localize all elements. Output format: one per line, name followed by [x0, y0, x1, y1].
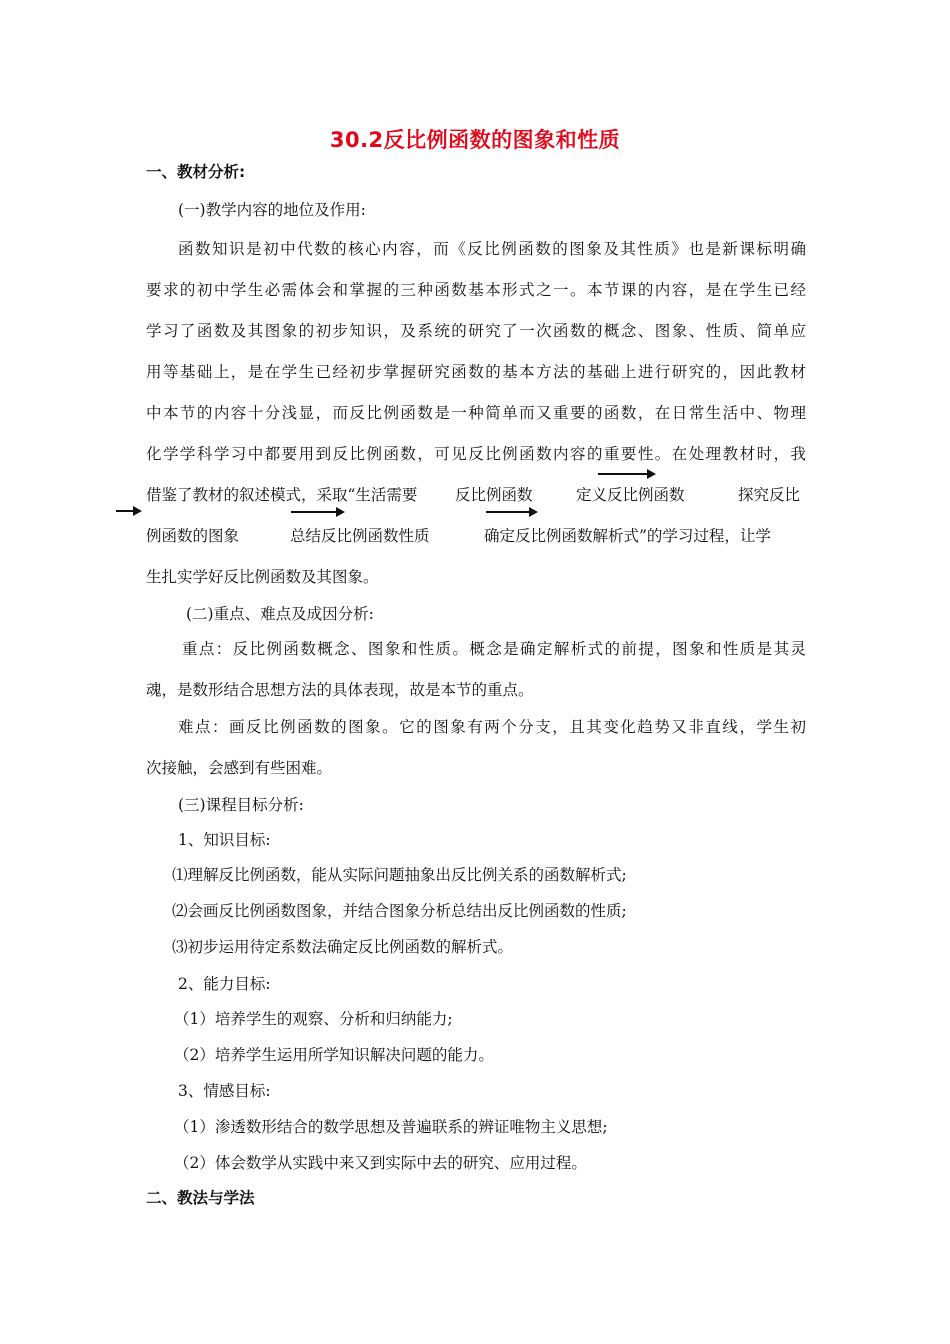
flow-step-define: 定义反比例函数: [576, 486, 685, 504]
difficult-point-line: 难点：画反比例函数的图象。它的图象有两个分支，且其变化趋势又非直线，学生初: [178, 718, 806, 736]
paragraph-line: 生扎实学好反比例函数及其图象。: [146, 568, 379, 586]
emotion-goal-item: （2）体会数学从实践中来又到实际中去的研究、应用过程。: [174, 1154, 587, 1172]
flow-step-graph: 例函数的图象: [146, 527, 240, 545]
key-point-line: 魂，是数形结合思想方法的具体表现，故是本节的重点。: [146, 681, 534, 699]
flow-text-start: 借鉴了教材的叙述模式，采取“生活需要: [146, 486, 418, 504]
paragraph-line: 用等基础上，是在学生已经初步掌握研究函数的基本方法的基础上进行研究的，因此教材: [146, 363, 806, 381]
knowledge-goal-item: ⑴理解反比例函数，能从实际问题抽象出反比例关系的函数解析式;: [172, 866, 627, 884]
subheading-key-difficult: (二)重点、难点及成因分析:: [186, 605, 374, 623]
difficult-point-line: 次接触，会感到有些困难。: [146, 759, 333, 777]
flow-step-determine: 确定反比例函数解析式”的学习过程，让学: [484, 527, 771, 545]
paragraph-line: 函数知识是初中代数的核心内容，而《反比例函数的图象及其性质》也是新课标明确: [178, 240, 806, 258]
section-heading-1: 一、教材分析:: [146, 163, 246, 181]
flow-arrow-icon: [116, 510, 140, 512]
knowledge-goal-title: 1、知识目标:: [178, 831, 271, 849]
flow-step-explore: 探究反比: [738, 486, 801, 504]
ability-goal-item: （1）培养学生的观察、分析和归纳能力;: [174, 1010, 453, 1028]
paragraph-line: 要求的初中学生必需体会和掌握的三种函数基本形式之一。本节课的内容，是在学生已经: [146, 281, 806, 299]
emotion-goal-item: （1）渗透数形结合的数学思想及普遍联系的辨证唯物主义思想;: [174, 1118, 608, 1136]
key-point-line: 重点：反比例函数概念、图象和性质。概念是确定解析式的前提，图象和性质是其灵: [182, 640, 806, 658]
ability-goal-item: （2）培养学生运用所学知识解决问题的能力。: [174, 1046, 494, 1064]
knowledge-goal-item: ⑵会画反比例函数图象，并结合图象分析总结出反比例函数的性质;: [172, 902, 627, 920]
paragraph-line: 中本节的内容十分浅显，而反比例函数是一种简单而又重要的函数，在日常生活中、物理: [146, 404, 806, 422]
paragraph-line: 学习了函数及其图象的初步知识，及系统的研究了一次函数的概念、图象、性质、简单应: [146, 322, 806, 340]
paragraph-line: 化学学科学习中都要用到反比例函数，可见反比例函数内容的重要性。在处理教材时，我: [146, 445, 806, 463]
emotion-goal-title: 3、情感目标:: [178, 1082, 271, 1100]
knowledge-goal-item: ⑶初步运用待定系数法确定反比例函数的解析式。: [172, 938, 514, 956]
section-heading-2: 二、教法与学法: [146, 1189, 255, 1207]
flow-step-inverse-function: 反比例函数: [455, 486, 533, 504]
subheading-objectives: (三)课程目标分析:: [178, 796, 304, 814]
flow-arrow-icon: [598, 473, 654, 475]
flow-step-summarize: 总结反比例函数性质: [290, 527, 430, 545]
flow-arrow-icon: [291, 511, 343, 513]
document-title: 30.2反比例函数的图象和性质: [329, 128, 621, 152]
flow-arrow-icon: [486, 511, 536, 513]
subheading-position-role: (一)教学内容的地位及作用:: [178, 201, 366, 219]
ability-goal-title: 2、能力目标:: [178, 975, 271, 993]
